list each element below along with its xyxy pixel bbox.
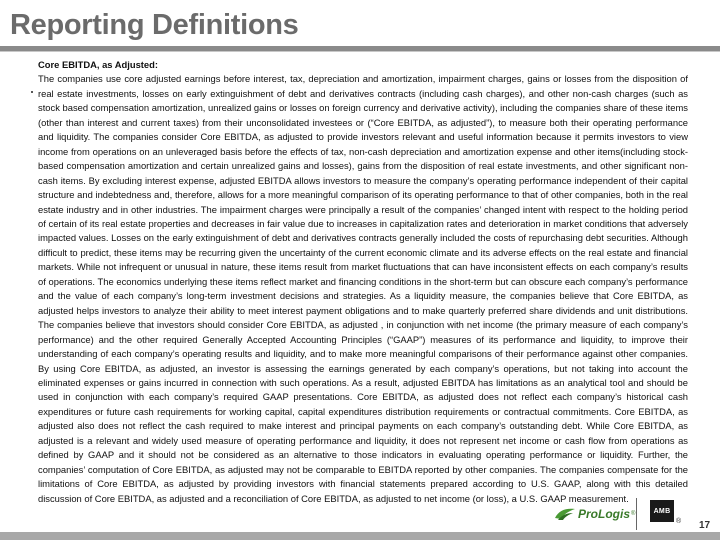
- prologis-logo: [554, 507, 635, 521]
- amb-logo: [650, 500, 674, 522]
- amb-logo-text: AMB: [653, 507, 671, 515]
- prologis-registered-mark: ®: [631, 511, 636, 517]
- prologis-logo-text: ProLogis: [578, 507, 631, 521]
- section-heading: Core EBITDA, as Adjusted:: [38, 59, 158, 70]
- page-title: Reporting Definitions: [10, 9, 299, 41]
- title-underline-shadow: [0, 51, 720, 52]
- section-body: The companies use core adjusted earnings before interest, tax, depreciation and amortization, impairment charges, gains or losses from the disposition of real estate investments, losses on early extinguishment of debt and derivatives contracts (including cash charges), and other non-cash charges (such as stock based compensation amortization, unrealized gains or losses on foreign currency and derivative activity), including the companies share of these items (other than interest and current taxes) from their unconsolidated investees or (“Core EBITDA, as adjusted”), to measure both their operating performance and liquidity. The companies consider Core EBITDA, as adjusted to provide investors relevant and useful information because it permits investors to view income from operations on an unleveraged basis before the effects of tax, non-cash depreciation and amortization expense and other items(including stock-based compensation amortization and certain unrealized gains and losses), gains from the disposition of real estate investments, and other significant non-cash items. By excluding interest expense, adjusted EBITDA allows investors to measure the company’s operating performance independent of their capital structure and indebtedness and, therefore, allows for a more meaningful comparison of its operating performance to that of other companies, both in the real estate industry and in other industries. The impairment charges were principally a result of the companies’ changed intent with respect to the holding period of certain of its real estate properties and decreases in fair value due to increases in capitalization rates and deterioration in market conditions that adversely impacted values. Losses on the early extinguishment of debt and derivatives contracts generally included the costs of repurchasing debt securities. Although difficult to predict, these items may be recurring given the uncertainty of the current economic climate and its adverse effects on the real estate and financial markets. While not infrequent or unusual in nature, these items result from market fluctuations that can have inconsistent effects on each company’s results of operations. The economics underlying these items reflect market and financing conditions in the short-term but can obscure each company’s performance and the value of each company’s long-term investment decisions and strategies. As a liquidity measure, the companies believe that Core EBITDA, as adjusted helps investors to analyze their ability to meet interest payment obligations and to make quarterly preferred share dividends and unit distributions. The companies believe that investors should consider Core EBITDA, as adjusted , in conjunction with net income (the primary measure of each company’s performance) and the other required Generally Accepted Accounting Principles (“GAAP”) measures of its performance and liquidity, to improve their understanding of each company’s operating results and liquidity, and to make more meaningful comparisons of their performance against other companies. By using Core EBITDA, as adjusted, an investor is assessing the earnings generated by each company’s operations, but not taking into account the eliminated expenses or gains incurred in connection with such operations. As a result, adjusted EBITDA has limitations as an analytical tool and should be used in conjunction with each company’s required GAAP presentations. Core EBITDA, as adjusted does not reflect each company’s historical cash expenditures or future cash requirements for working capital, capital expenditures distribution requirements or contractual commitments. Core EBITDA, as adjusted also does not reflect the cash required to make interest and principal payments on each company’s outstanding debt. While Core EBITDA, as adjusted is a relevant and widely used measure of operating performance and liquidity, it does not represent net income or cash flow from operations as defined by GAAP and it should not be considered as an alternative to those indicators in evaluating operating performance or liquidity. Further, the companies’ computation of Core EBITDA, as adjusted may not be comparable to EBITDA reported by other companies. The companies compensate for the limitations of Core EBITDA, as adjusted by providing investors with financial statements prepared according to U.S. GAAP, along with this detailed discussion of Core EBITDA, as adjusted and a reconciliation of Core EBITDA, as adjusted to net income (or loss), a U.S. GAAP measurement.: [38, 73, 688, 504]
- page-number: 17: [699, 520, 711, 531]
- amb-registered-mark: ®: [676, 518, 682, 525]
- content-area: [38, 58, 688, 506]
- prologis-leaf-icon: [554, 507, 576, 521]
- footer-bar: [0, 532, 720, 540]
- bullet-dot: [31, 91, 33, 93]
- logo-divider: [636, 498, 637, 530]
